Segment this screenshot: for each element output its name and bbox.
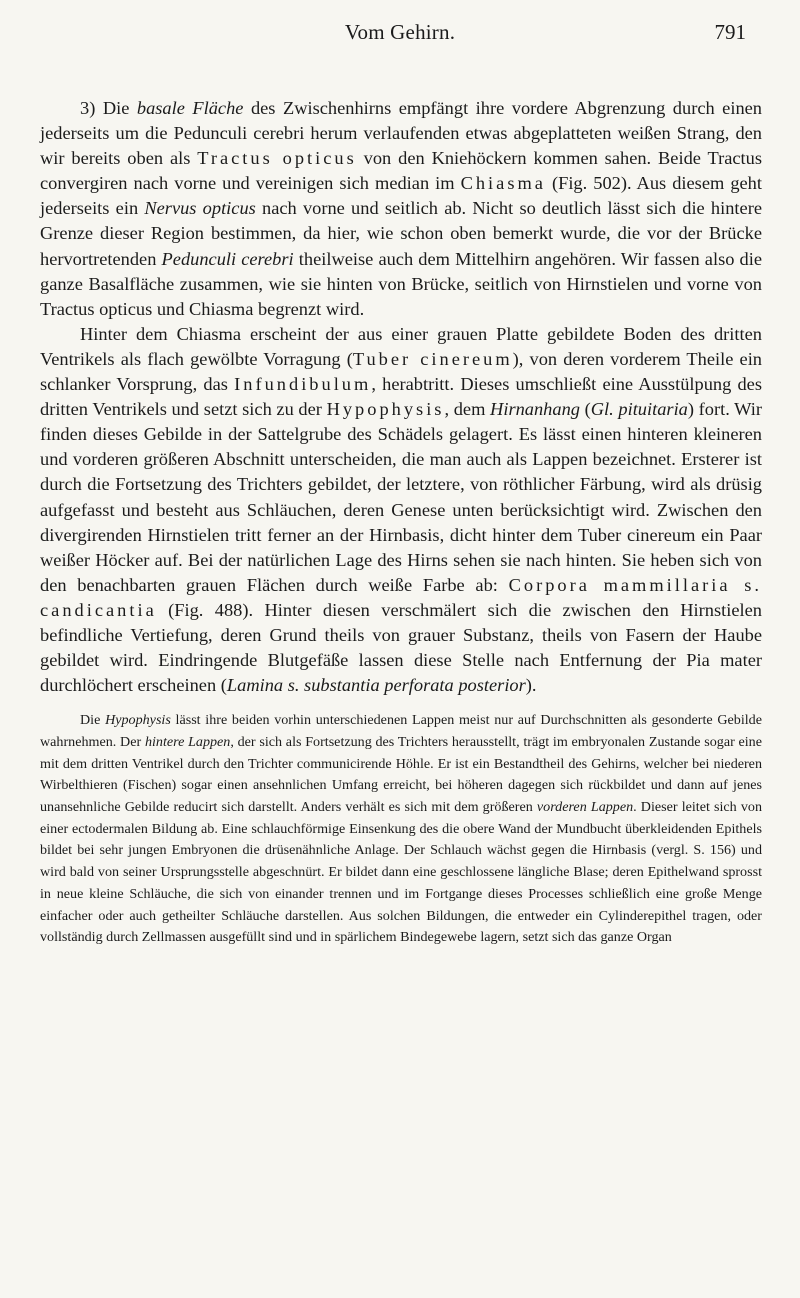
spaced-term: Hypophysis	[326, 399, 445, 420]
text-run: 3) Die	[80, 98, 137, 118]
italic-term: hintere Lappen	[144, 733, 231, 750]
italic-term: vorderen Lappen	[536, 799, 634, 816]
italic-term: Nervus opticus	[144, 198, 256, 219]
paragraph-tuber-cinereum	[40, 322, 762, 698]
spaced-term: Chiasma	[460, 173, 546, 194]
running-title: Vom Gehirn.	[344, 20, 456, 44]
text-run: nach vorne und seitlich ab. Nicht so deutlich lässt sich die hintere Grenze dieser Region bestimmen, da hier, wie schon oben bemerkt wurde, die vor der Brücke hervortretenden	[40, 198, 762, 269]
spaced-term: Infundibulum	[234, 374, 372, 395]
text-run: Hinter dem Chiasma erscheint der aus einer grauen Platte gebildete Boden des dritten Ventrikels als flach gewölbte Vorragung (	[40, 323, 762, 369]
text-run: , herabtritt. Dieses umschließt eine Ausstülpung des dritten Ventrikels und setzt sich zu der	[40, 374, 762, 420]
text-run: theilweise auch dem Mittelhirn angehören. Wir fassen also die ganze Basalfläche zusammen, wie sie hinten von Brücke, seitlich von Hirnstielen und vorne von Tractus opticus und Chiasma begrenzt wird.	[40, 248, 763, 319]
text-run: von den Kniehöckern kommen sahen. Beide Tractus convergiren nach vorne und vereinigen sich median im	[40, 148, 762, 194]
footnote-hypophysis	[40, 710, 762, 949]
paragraph-basal-surface	[40, 96, 762, 322]
text-run: des Zwischenhirns empfängt ihre vordere Abgrenzung durch einen jederseits um die Pedunculi cerebri herum verlaufenden etwas abgeplatteten weißen Strang, den wir bereits oben als	[40, 98, 762, 169]
italic-term: Hypophysis	[105, 712, 171, 729]
italic-term: Hirnanhang	[490, 399, 580, 420]
text-run: lässt ihre beiden vorhin unterschiedenen Lappen meist nur auf Durchschnitten als gesonderte Gebilde wahrnehmen. Der	[40, 712, 762, 750]
spaced-term: Corpora mammillaria s. candicantia	[40, 574, 763, 620]
italic-term: Lamina s. substantia perforata posterior	[226, 675, 526, 696]
text-run: ), von deren vorderem Theile ein schlanker Vorsprung, das	[40, 348, 762, 395]
text-run: ) fort. Wir finden dieses Gebilde in der Sattelgrube des Schädels gelagert. Es lässt einen hinteren kleineren und vorderen größeren Abschnitt unterscheiden, die man auch als Lappen bezeichnet. Ersterer ist durch die Fortsetzung des Trichters gebildet, der letztere, von röthlicher Färbung, wird als drüsig aufgefasst und besteht aus Schläuchen, deren Genese unten berücksichtigt wird. Zwischen den divergirenden Hirnstielen tritt ferner an der Hirnbasis, dicht hinter dem Tuber cinereum ein Paar weißer Höcker auf. Bei der natürlichen Lage des Hirns sehen sie nach hinten. Sie heben sich von den benachbarten grauen Flächen durch weiße Farbe ab:	[40, 399, 762, 595]
page-number: 791	[714, 20, 746, 44]
text-run: , der sich als Fortsetzung des Trichters herausstellt, trägt im embryonalen Zustande sogar eine mit dem dritten Ventrikel durch den Trichter communicirende Höhle. Er ist ein Bestandtheil des Gehirns, welcher bei niederen Wirbelthieren (Fischen) sogar einen ansehnlichen Umfang erreicht, bei höheren dagegen sich rückbildet und dann auf jenes unansehnliche Gebilde reducirt sich darstellt. Anders verhält es sich mit dem größeren	[40, 733, 762, 816]
text-run: (Fig. 488). Hinter diesen verschmälert sich die zwischen den Hirnstielen befindliche Vertiefung, deren Grund theils von grauer Substanz, theils von Fasern der Haube gebildet wird. Eindringende Blutgefäße lassen diese Stelle nach Entfernung der Pia mater durchlöchert erscheinen (	[40, 599, 762, 696]
text-run: Die	[80, 712, 106, 729]
text-run: . Dieser leitet sich von einer ectodermalen Bildung ab. Eine schlauchförmige Einsenkung des die obere Wand der Mundbucht überkleidenden Epithels bildet bei sehr jungen Embryonen die drüsenähnliche Anlage. Der Schlauch wächst gegen die Hirnbasis (vergl. S. 156) und wird bald von seiner Ursprungsstelle abgeschnürt. Er bildet dann eine geschlossene längliche Blase; deren Epithelwand sprosst in neue kleine Schläuche, die sich von einander trennen und im Fortgange dieses Processes schließlich eine große Menge einfacher oder auch getheilter Schläuche darstellen. Aus solchen Bildungen, die entweder ein Cylinderepithel tragen, oder vollständig durch Zellmassen ausgefüllt sind und in spärlichem Bindegewebe lagern, setzt sich das ganze Organ	[40, 799, 763, 946]
text-run: ).	[525, 675, 537, 696]
body-text	[40, 96, 762, 949]
text-run: (Fig. 502). Aus diesem geht jederseits ein	[40, 173, 762, 219]
italic-term: basale Fläche	[136, 98, 244, 118]
spaced-term: Tractus opticus	[197, 148, 357, 169]
spaced-term: Tuber cinereum	[352, 348, 513, 369]
page-header	[40, 14, 760, 50]
italic-term: Gl. pituitaria	[590, 399, 688, 420]
text-run: , dem	[444, 399, 491, 420]
text-run: (	[579, 399, 591, 420]
italic-term: Pedunculi cerebri	[161, 248, 294, 269]
